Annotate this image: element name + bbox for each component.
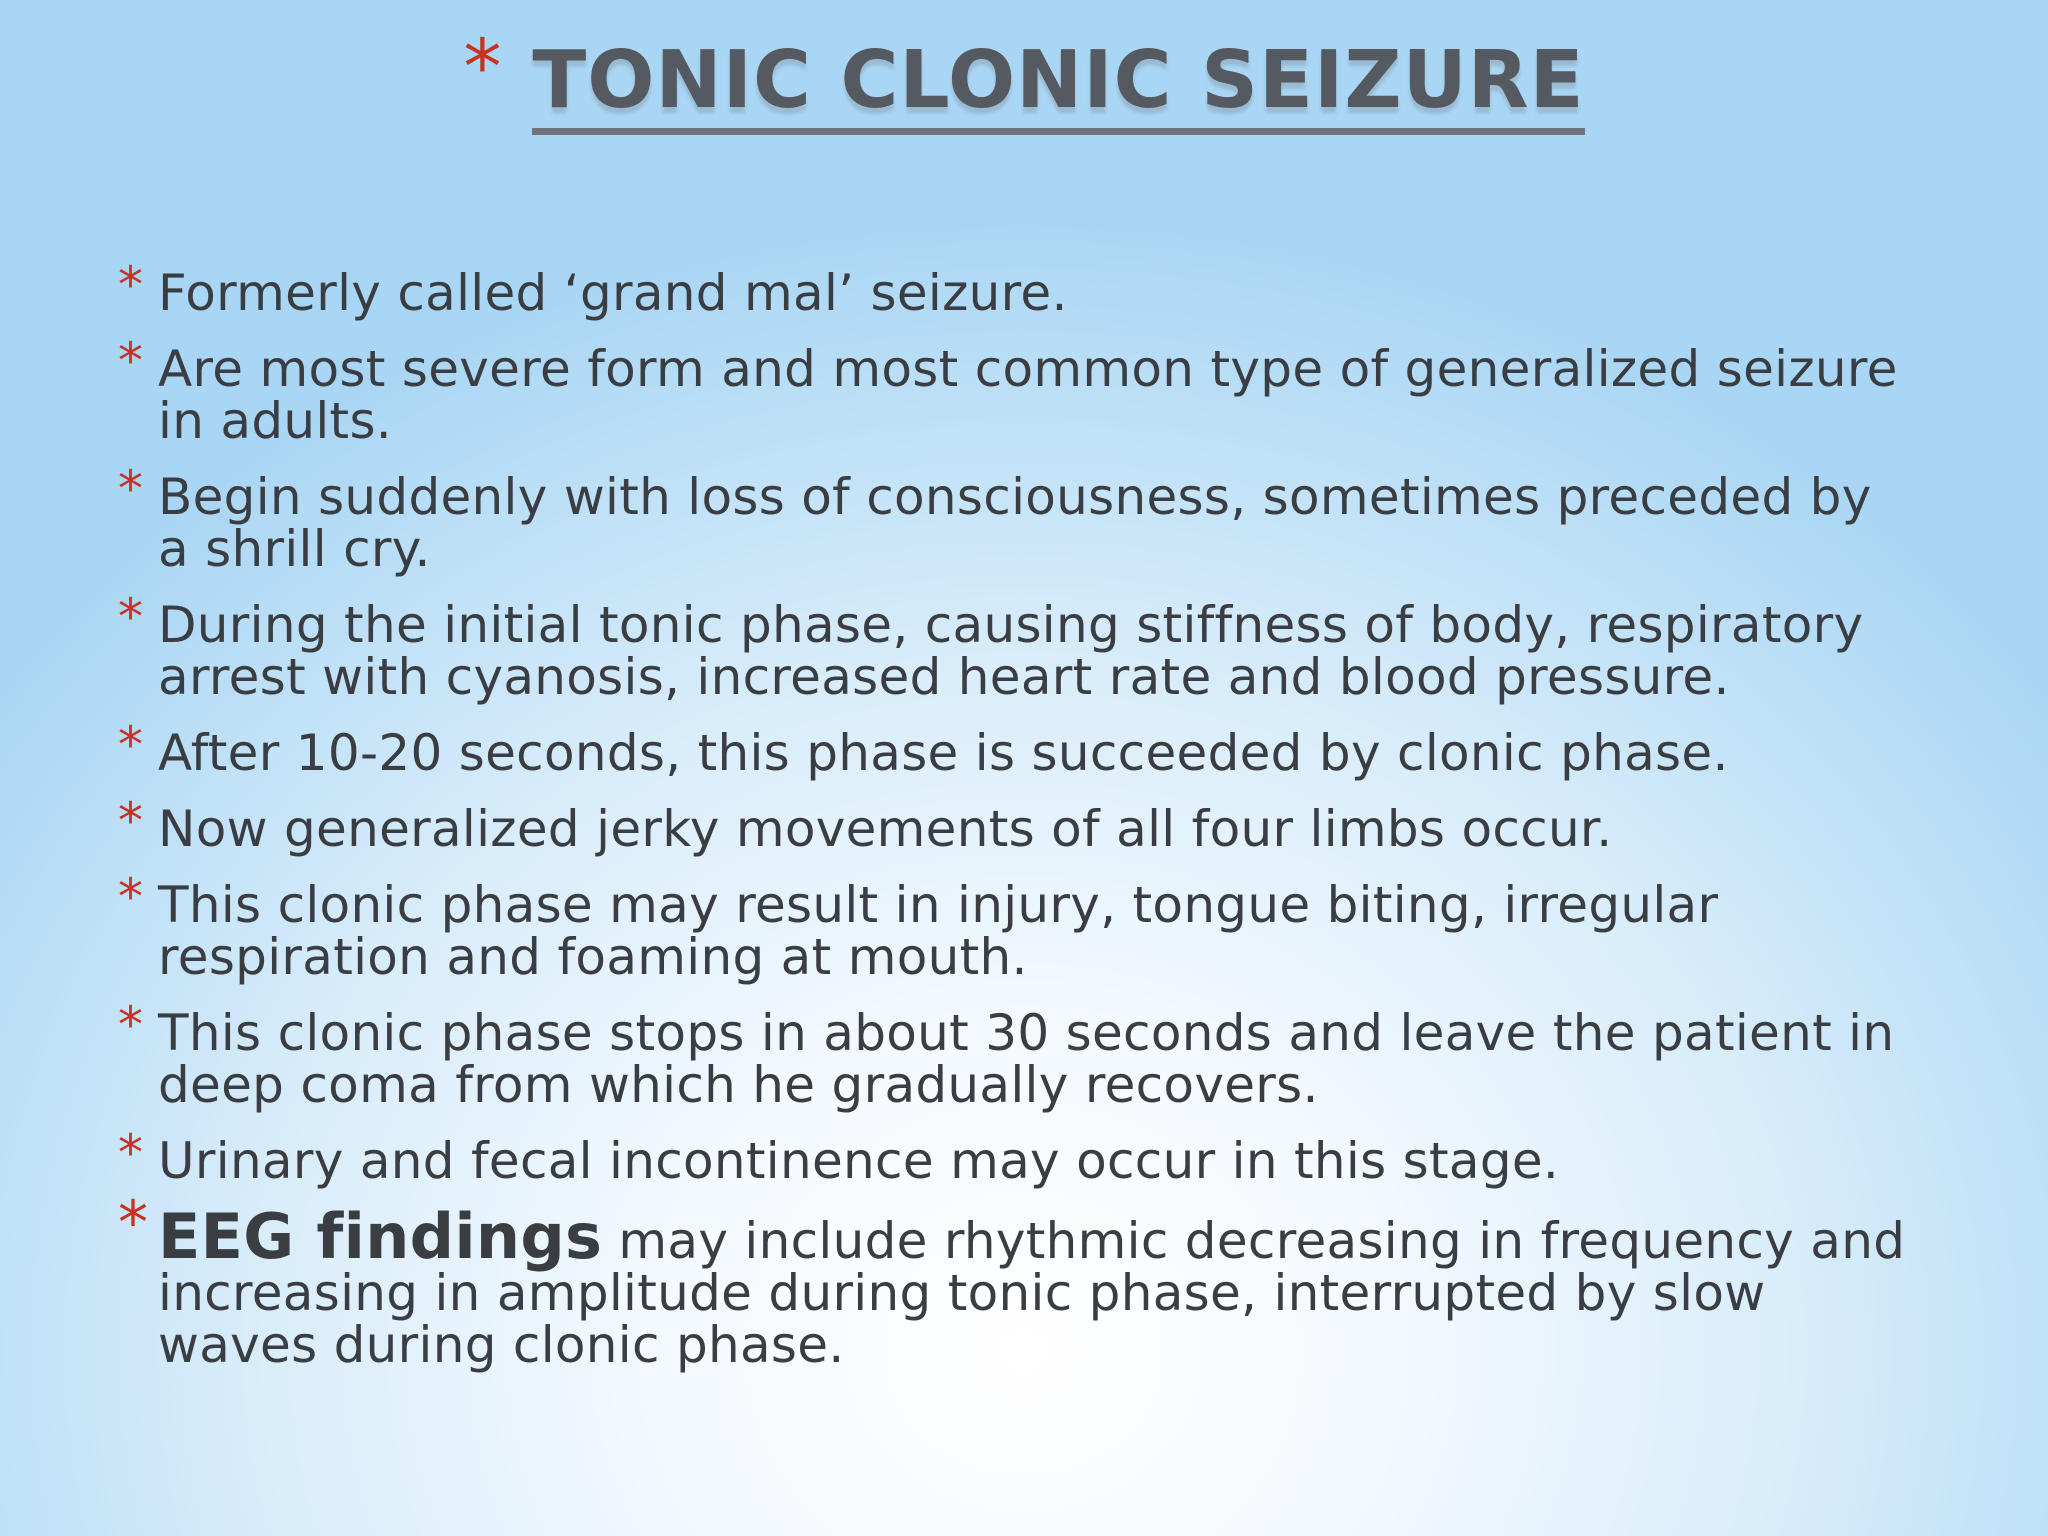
bullet-text: After 10-20 seconds, this phase is succeeded by clonic phase. <box>158 724 1729 782</box>
bullet-text: Are most severe form and most common type of generalized seizure in adults. <box>158 340 1898 450</box>
slide-title <box>0 22 2048 135</box>
bullet-asterisk-icon: * <box>118 332 144 390</box>
bullet-asterisk-icon: * <box>118 460 144 518</box>
bullet-asterisk-icon: * <box>118 1188 149 1258</box>
bullet-item <box>118 588 1918 706</box>
bullet-item <box>118 996 1918 1114</box>
bullet-asterisk-icon: * <box>118 716 144 774</box>
bullet-item <box>118 716 1918 782</box>
bullet-item-eeg <box>118 1188 1918 1374</box>
bullet-item <box>118 332 1918 450</box>
bullet-text: This clonic phase stops in about 30 seconds and leave the patient in deep coma from which he gradually recovers. <box>158 1004 1895 1114</box>
bullet-asterisk-icon: * <box>118 1124 144 1182</box>
bullet-text: Formerly called ‘grand mal’ seizure. <box>158 264 1068 322</box>
bullet-list <box>118 256 1918 1395</box>
title-asterisk-icon: * <box>463 22 503 111</box>
bullet-text: Urinary and fecal incontinence may occur in this stage. <box>158 1132 1560 1190</box>
bullet-item <box>118 256 1918 322</box>
title-text: TONIC CLONIC SEIZURE <box>532 33 1584 135</box>
bullet-asterisk-icon: * <box>118 868 144 926</box>
bullet-asterisk-icon: * <box>118 588 144 646</box>
bullet-text: During the initial tonic phase, causing stiffness of body, respiratory arrest with cyanosis, increased heart rate and blood pressure. <box>158 596 1864 706</box>
bullet-item <box>118 460 1918 578</box>
bullet-asterisk-icon: * <box>118 996 144 1054</box>
bullet-text: Now generalized jerky movements of all four limbs occur. <box>158 800 1613 858</box>
bullet-item <box>118 868 1918 986</box>
bullet-item <box>118 1124 1918 1190</box>
bullet-text: Begin suddenly with loss of consciousness, sometimes preceded by a shrill cry. <box>158 468 1872 578</box>
bullet-text: may include rhythmic decreasing in frequency and increasing in amplitude during tonic phase, interrupted by slow waves during clonic phase. <box>158 1212 1906 1374</box>
bullet-asterisk-icon: * <box>118 792 144 850</box>
eeg-findings-label: EEG findings <box>158 1200 603 1273</box>
bullet-asterisk-icon: * <box>118 256 144 314</box>
bullet-text: This clonic phase may result in injury, tongue biting, irregular respiration and foaming at mouth. <box>158 876 1719 986</box>
bullet-item <box>118 792 1918 858</box>
